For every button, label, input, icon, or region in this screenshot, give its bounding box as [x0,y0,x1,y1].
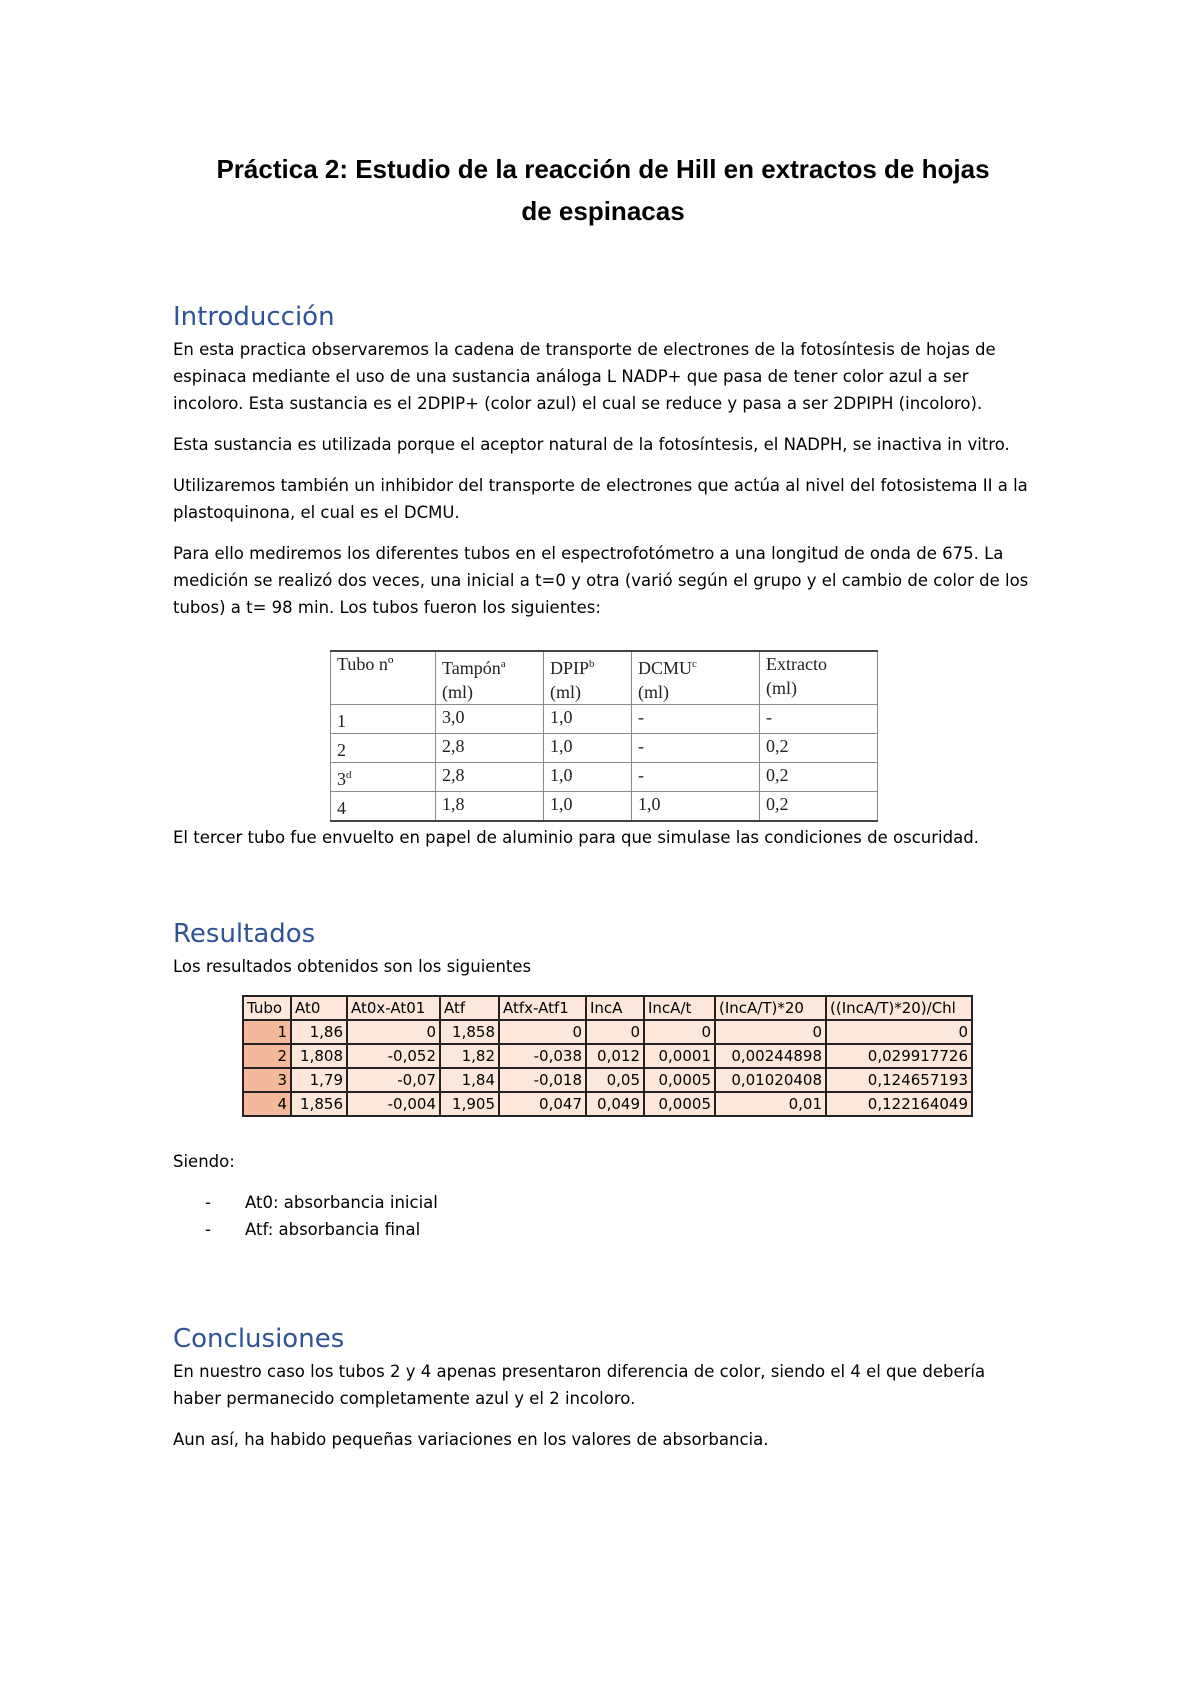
table-row: 4 1,856 -0,004 1,905 0,047 0,049 0,0005 0,01 0,122164049 [243,1092,972,1116]
title-line-2: de espinacas [521,196,685,226]
table-row: 3$^d$ 2,8 1,0 - 0,2 [331,763,878,792]
document-title [173,148,1033,232]
list-item: - At0: absorbancia inicial [173,1189,1033,1216]
header-cell: Tampón$^a$ (ml) [436,651,544,705]
list-item: - Atf: absorbancia final [173,1216,1033,1243]
results-section [173,917,1033,980]
tubes-composition-table [330,650,878,822]
table-header-row: Tubo At0 At0x-At01 Atf Atfx-Atf1 IncA IncA/t (IncA/T)*20 ((IncA/T)*20)/Chl [243,996,972,1020]
table-header-row [331,651,878,705]
results-paragraph: Los resultados obtenidos son los siguientes [173,957,532,976]
conclusions-paragraph-1: En nuestro caso los tubos 2 y 4 apenas presentaron diferencia de color, siendo el 4 el que debería haber permanecido completamente azul y el 2 incoloro. [173,1362,986,1408]
header-cell: Tubo nº [331,651,436,705]
header-cell: Extracto (ml) [760,651,878,705]
intro-heading: Introducción [173,302,335,332]
siendo-label: Siendo: [173,1152,235,1171]
header-cell: DPIP$^b$ (ml) [544,651,632,705]
intro-paragraph-3: Utilizaremos también un inhibidor del transporte de electrones que actúa al nivel del fotosistema II a la plastoquinona, el cual es el DCMU. [173,476,1028,522]
title-line-1: Práctica 2: Estudio de la reacción de Hill en extractos de hojas [216,154,990,184]
intro-paragraph-4: Para ello mediremos los diferentes tubos en el espectrofotómetro a una longitud de onda de 675. La medición se realizó dos veces, una inicial a t=0 y otra (varió según el grupo y el cambio de color de los tubos) a t= 98 min. Los tubos fueron los siguientes: [173,544,1029,617]
conclusions-paragraph-2: Aun así, ha habido pequeñas variaciones en los valores de absorbancia. [173,1430,769,1449]
conclusions-heading: Conclusiones [173,1324,345,1354]
header-cell: DCMU$^c$ (ml) [632,651,760,705]
table-row: 1 1,86 0 1,858 0 0 0 0 0 [243,1020,972,1044]
table-row: 2 1,808 -0,052 1,82 -0,038 0,012 0,0001 0,00244898 0,029917726 [243,1044,972,1068]
intro-section [173,300,1033,621]
conclusions-section [173,1322,1033,1453]
intro-paragraph-2: Esta sustancia es utilizada porque el aceptor natural de la fotosíntesis, el NADPH, se inactiva in vitro. [173,435,1010,454]
results-table [242,995,973,1117]
table-row: 2 2,8 1,0 - 0,2 [331,734,878,763]
results-heading: Resultados [173,919,316,949]
intro-paragraph-5: El tercer tubo fue envuelto en papel de aluminio para que simulase las condiciones de oscuridad. [173,828,979,847]
table-row: 1 3,0 1,0 - - [331,705,878,734]
definitions-block [173,1148,1033,1243]
definitions-list [173,1189,1033,1243]
intro-paragraph-1: En esta practica observaremos la cadena de transporte de electrones de la fotosíntesis de hojas de espinaca mediante el uso de una sustancia análoga L NADP+ que pasa de tener color azul a ser incoloro. Esta sustancia es el 2DPIP+ (color azul) el cual se reduce y pasa a ser 2DPIPH (incoloro). [173,340,996,413]
table-row: 4 1,8 1,0 1,0 0,2 [331,792,878,822]
table-row: 3 1,79 -0,07 1,84 -0,018 0,05 0,0005 0,01020408 0,124657193 [243,1068,972,1092]
